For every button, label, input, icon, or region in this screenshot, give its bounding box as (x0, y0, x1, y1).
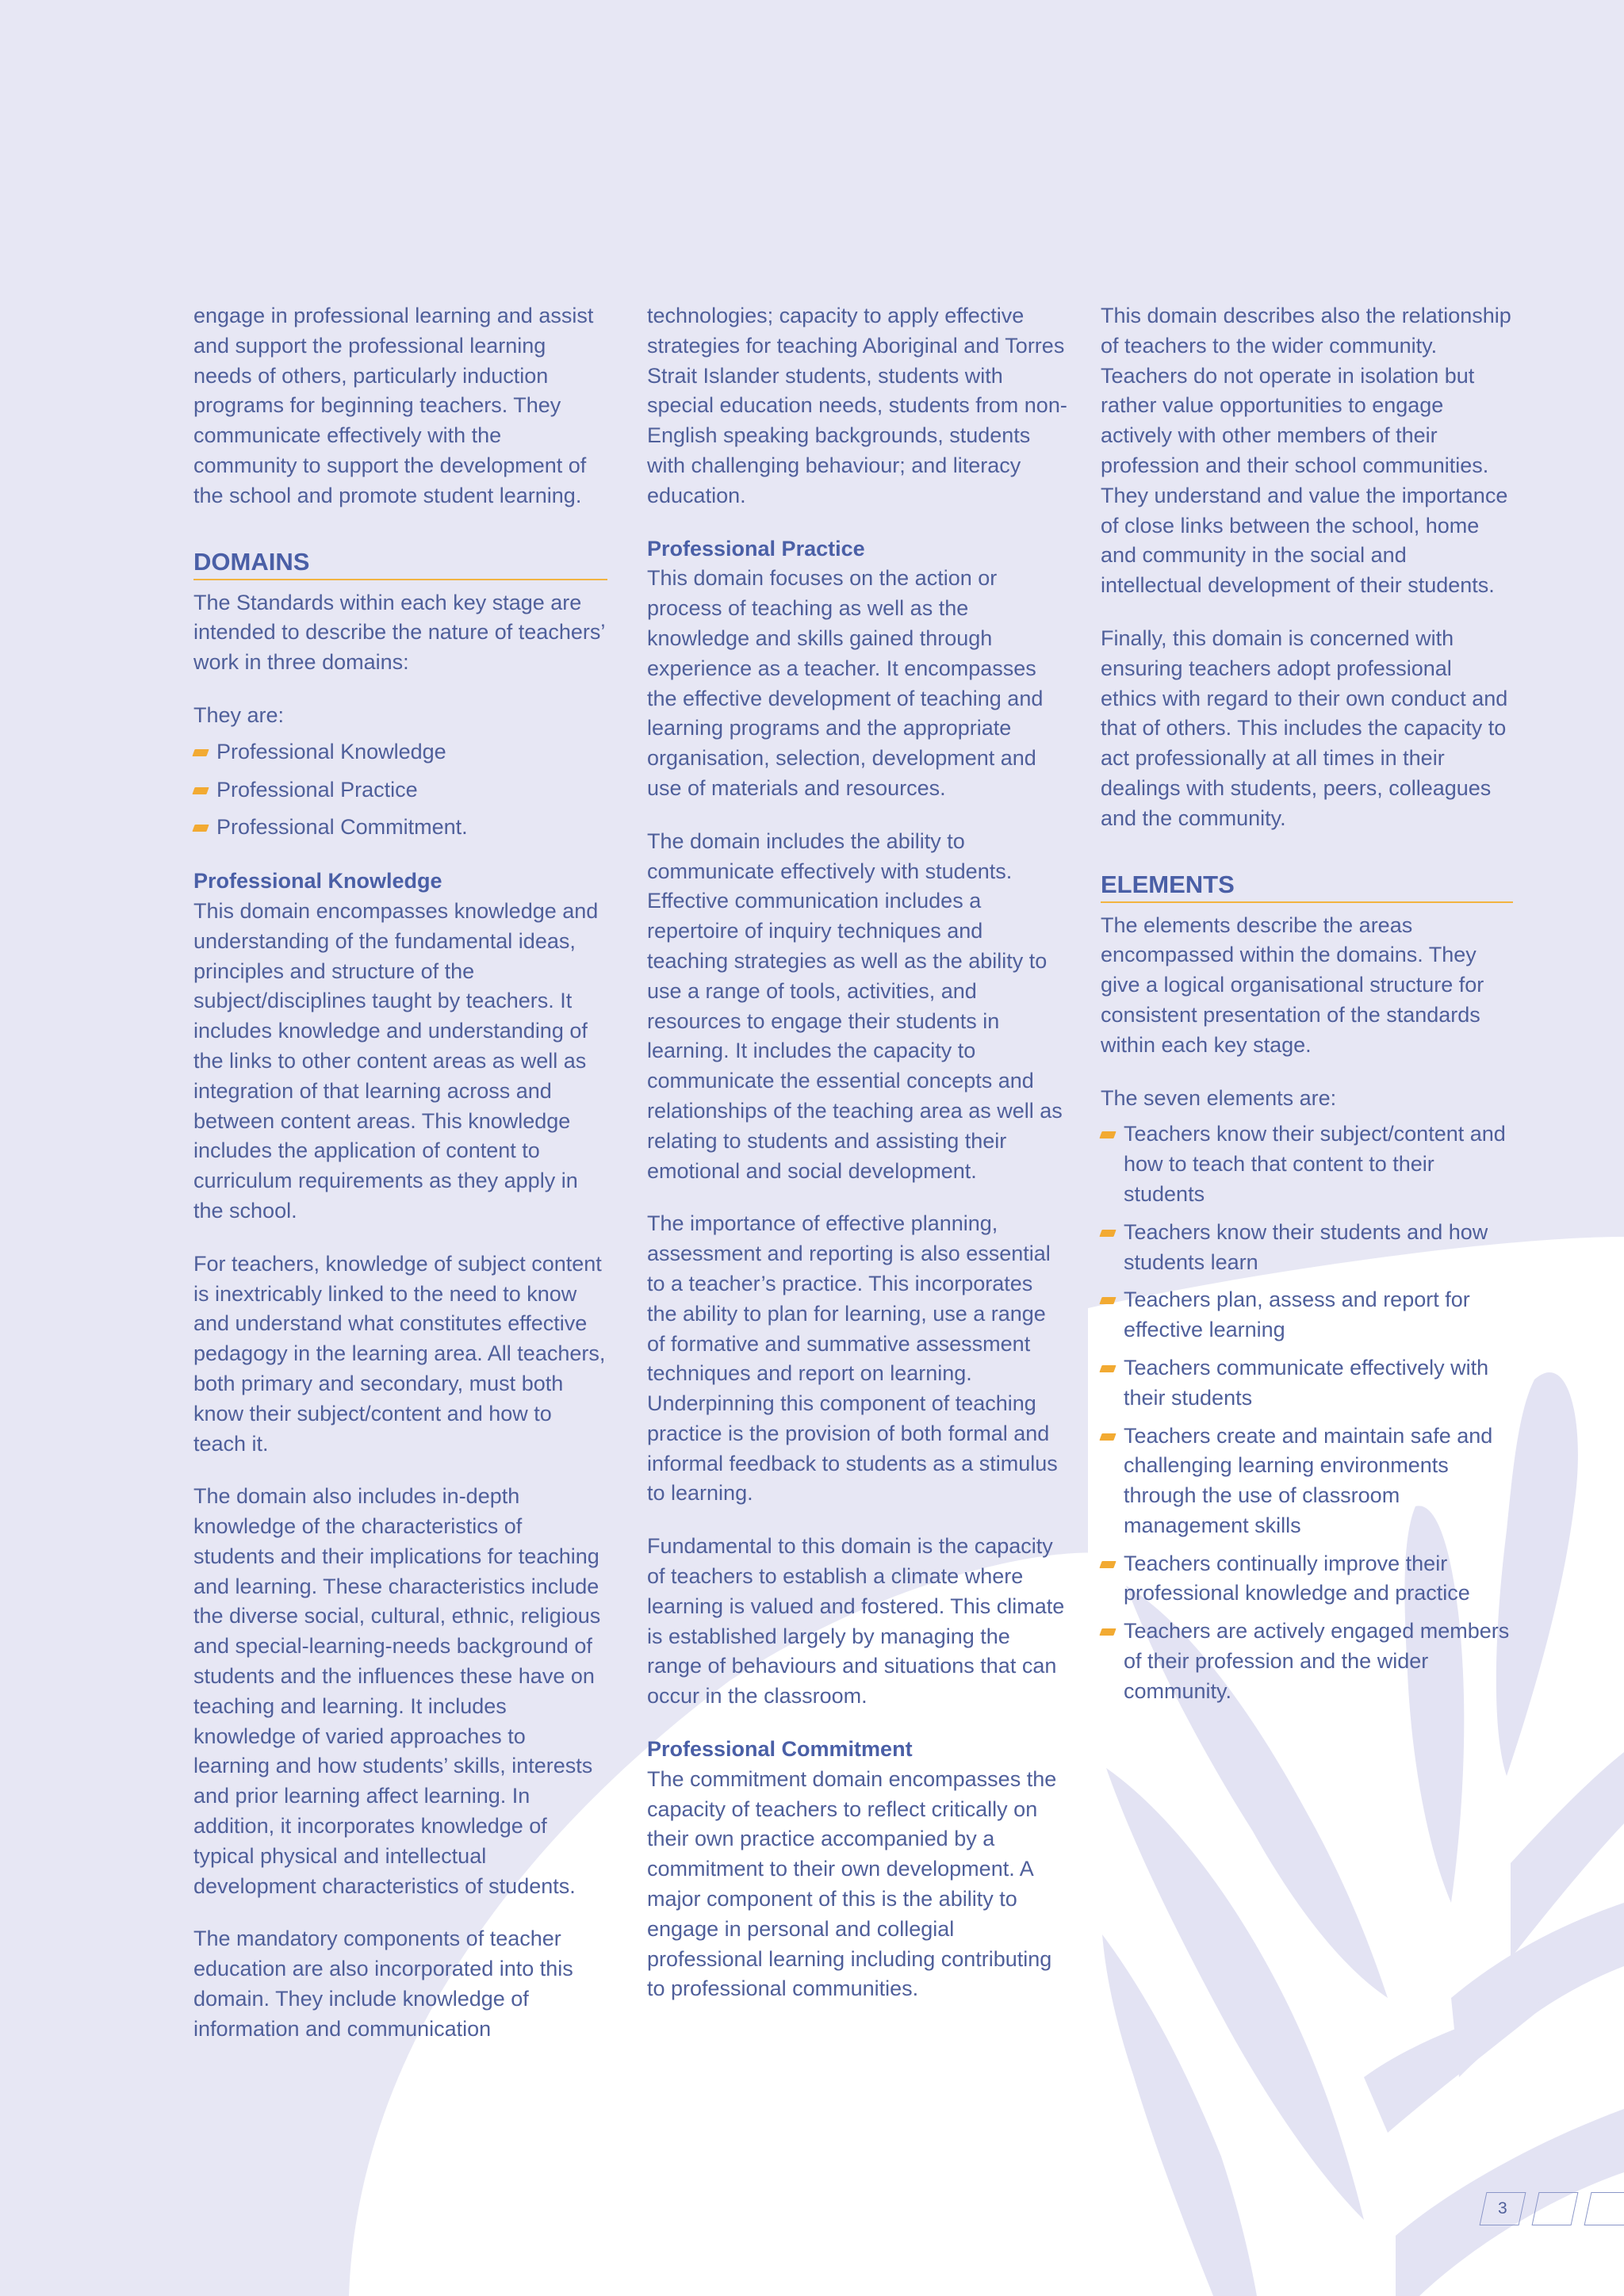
professional-practice-paragraph-1: This domain focuses on the action or process of teaching as well as the knowledge and skills gained through experience as a teacher. It encompasses the effective development of teaching and learning programs and the appropriate organisation, selection, development and use of materials and resources. (647, 566, 1044, 800)
domains-heading: DOMAINS (193, 546, 607, 580)
commitment-paragraph-2: This domain describes also the relationship of teachers to the wider community. Teachers do not operate in isolation but rather value opportunities to engage actively with other members of their profession and their school communities. They understand and value the importance of close links between the school, home and community in the social and intellectual development of their students. (1101, 304, 1511, 598)
professional-commitment-paragraph-1: The commitment domain encompasses the capacity of teachers to reflect critically on their own practice accompanied by a commitment to their own development. A major component of this is the ability to engage in personal and collegial professional learning including contributing to professional communities. (647, 1766, 1057, 2001)
list-item: Teachers communicate effectively with their students (1101, 1353, 1513, 1414)
list-item: Teachers are actively engaged members of their profession and the wider community. (1101, 1617, 1513, 1706)
professional-knowledge-paragraph-3: The domain also includes in-depth knowledge of the characteristics of students and their implications for teaching and learning. These characteristics include the diverse social, cultural, ethnic, religious and special-learning-needs background of students and the influences these have on teaching and learning. It includes knowledge of varied approaches to learning and how students’ skills, interests and prior learning affect learning. In addition, it incorporates knowledge of typical physical and intellectual development characteristics of students. (193, 1484, 601, 1898)
page-tab-blank[interactable] (1584, 2192, 1624, 2225)
page-number-tab[interactable] (1480, 2192, 1526, 2225)
domains-paragraph: The Standards within each key stage are intended to describe the nature of teachers’ work in three domains: (193, 590, 605, 675)
bullet-icon (192, 787, 209, 794)
professional-practice-paragraph-4: Fundamental to this domain is the capacity of teachers to establish a climate where learning is valued and fostered. This climate is established largely by managing the range of behaviours and situations that can occur in the classroom. (647, 1534, 1065, 1709)
bullet-icon (192, 749, 209, 756)
domain-list (193, 737, 607, 843)
professional-practice-heading: Professional Practice (647, 536, 865, 561)
intro-paragraph: engage in professional learning and assist and support the professional learning needs of others, particularly induction programs for beginning teachers. They communicate effectively with the community to support the development of the school and promote student learning. (193, 304, 594, 507)
column-2 (647, 301, 1067, 2027)
page-navigation-tabs (1470, 2192, 1624, 2225)
column-3 (1101, 301, 1513, 1731)
bullet-icon (1099, 1628, 1116, 1636)
professional-knowledge-paragraph-1: This domain encompasses knowledge and understanding of the fundamental ideas, principles and structure of the subject/disciplines taught by teachers. It includes knowledge and understanding of the links to other content areas as well as integration of that learning across and between content areas. This knowledge includes the application of content to curriculum requirements as they apply in the school. (193, 898, 599, 1223)
list-item: Teachers know their students and how students learn (1101, 1218, 1513, 1278)
bullet-icon (1099, 1230, 1116, 1237)
elements-heading: ELEMENTS (1101, 869, 1513, 903)
commitment-paragraph-3: Finally, this domain is concerned with ensuring teachers adopt professional ethics with regard to their own conduct and that of others. This includes the capacity to act professionally at all times in their dealings with students, peers, colleagues and the community. (1101, 626, 1508, 830)
list-item: Professional Knowledge (193, 737, 607, 767)
continuation-paragraph: technologies; capacity to apply effective strategies for teaching Aboriginal and Torres Strait Islander students, students with special education needs, students from non-English speaking backgrounds, students with challenging behaviour; and literacy education. (647, 304, 1067, 507)
page-number: 3 (1498, 2199, 1507, 2218)
professional-practice-paragraph-3: The importance of effective planning, assessment and reporting is also essential to a teacher’s practice. This incorporates the ability to plan for learning, use a range of formative and summative assessment techniques and report on learning. Underpinning this component of teaching practice is the provision of both formal and informal feedback to students as a stimulus to learning. (647, 1211, 1058, 1506)
professional-commitment-heading: Professional Commitment (647, 1737, 913, 1762)
list-item: Professional Commitment. (193, 813, 607, 843)
list-item: Teachers plan, assess and report for effective learning (1101, 1285, 1513, 1345)
they-are-label: They are: (193, 702, 285, 727)
professional-practice-paragraph-2: The domain includes the ability to communicate effectively with students. Effective communication includes a repertoire of inquiry techniques and teaching strategies as well as the ability to use a range of tools, activities, and resources to engage their students in learning. It includes the capacity to communicate the essential concepts and relationships of the teaching area as well as relating to students and assisting their emotional and social development. (647, 828, 1063, 1183)
element-list (1101, 1119, 1513, 1706)
seven-elements-label: The seven elements are: (1101, 1085, 1337, 1110)
list-item: Professional Practice (193, 775, 607, 806)
bullet-icon (1099, 1433, 1116, 1441)
professional-knowledge-heading: Professional Knowledge (193, 869, 442, 894)
column-1 (193, 301, 607, 2068)
professional-knowledge-paragraph-2: For teachers, knowledge of subject content is inextricably linked to the need to know and understand what constitutes effective pedagogy in the learning area. All teachers, both primary and secondary, must both know their subject/content and how to teach it. (193, 1251, 606, 1456)
page-tab-blank[interactable] (1532, 2192, 1579, 2225)
bullet-icon (1099, 1365, 1116, 1372)
bullet-icon (1099, 1561, 1116, 1568)
bullet-icon (192, 825, 209, 832)
list-item: Teachers continually improve their professional knowledge and practice (1101, 1549, 1513, 1609)
bullet-icon (1099, 1131, 1116, 1138)
elements-paragraph: The elements describe the areas encompassed within the domains. They give a logical organisational structure for consistent presentation of the standards within each key stage. (1101, 913, 1484, 1057)
list-item: Teachers create and maintain safe and challenging learning environments through the use of classroom management skills (1101, 1422, 1513, 1541)
list-item: Teachers know their subject/content and how to teach that content to their students (1101, 1119, 1513, 1209)
professional-knowledge-paragraph-4: The mandatory components of teacher education are also incorporated into this domain. They include knowledge of information and communication (193, 1927, 573, 2041)
bullet-icon (1099, 1297, 1116, 1304)
